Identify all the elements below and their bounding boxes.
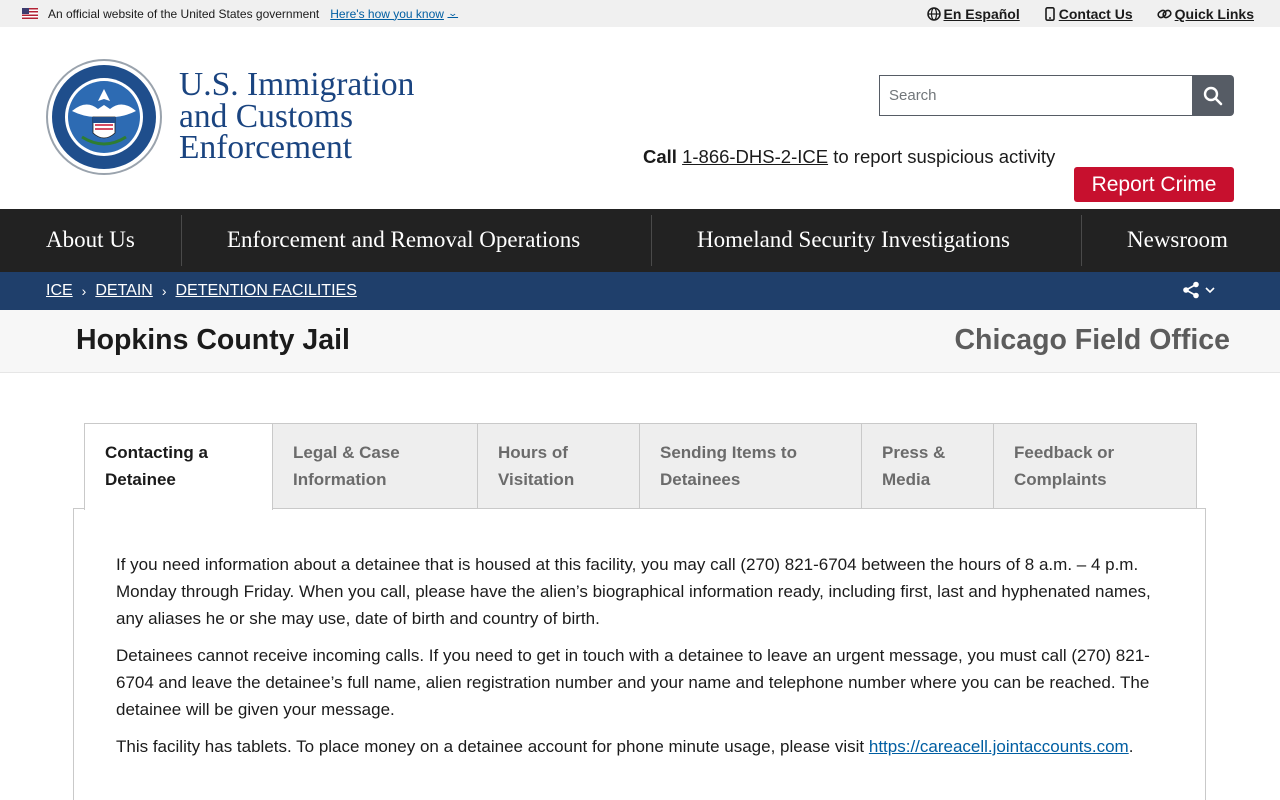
contact-us-label: Contact Us xyxy=(1058,5,1133,22)
tab-label: Hours of xyxy=(498,443,568,462)
agency-name[interactable] xyxy=(179,66,415,166)
tab-label: Legal & Case xyxy=(293,443,400,462)
tab-label: Feedback or xyxy=(1014,443,1115,462)
nav-enforcement-removal-operations[interactable]: Enforcement and Removal Operations xyxy=(227,227,581,252)
phone-icon xyxy=(1044,7,1056,21)
incoming-calls-paragraph: Detainees cannot receive incoming calls. If you need to get in touch with a detainee to leave an urgent message, you must call (270) 821-6704 and leave the detainee’s full name, alien registration number and your name and telephone number where you can be reached. The detainee will be given your message. xyxy=(116,646,1150,719)
tab-label: Detainee xyxy=(105,470,176,489)
page-title: Hopkins County Jail xyxy=(76,324,350,356)
breadcrumb-separator-icon: › xyxy=(81,283,87,299)
link-icon xyxy=(1157,7,1172,21)
how-you-know-label: Here's how you know xyxy=(330,6,444,21)
contact-us-link[interactable] xyxy=(1044,6,1133,22)
agency-name-line: and Customs xyxy=(179,97,354,135)
site-header xyxy=(0,27,1280,209)
facility-tabs xyxy=(84,423,1197,509)
globe-icon xyxy=(927,7,941,21)
tablets-paragraph xyxy=(116,733,1166,760)
main-nav xyxy=(0,209,1280,272)
how-you-know-link[interactable] xyxy=(330,6,459,21)
tab-feedback-complaints[interactable] xyxy=(993,423,1197,509)
tab-label: Media xyxy=(882,470,931,489)
report-rest-text: to report suspicious activity xyxy=(833,146,1056,167)
tab-label: Contacting a xyxy=(105,443,208,462)
quick-links-link[interactable] xyxy=(1157,6,1254,22)
tab-label: Press & xyxy=(882,443,946,462)
dhs-seal-logo[interactable] xyxy=(46,59,162,175)
nav-newsroom[interactable]: Newsroom xyxy=(1127,227,1228,252)
title-band xyxy=(0,310,1280,373)
tab-sending-items-to-detainees[interactable] xyxy=(639,423,862,509)
tab-label: Visitation xyxy=(498,470,575,489)
search-form xyxy=(879,75,1234,116)
chevron-down-icon: ⌄ xyxy=(447,8,459,18)
nav-divider xyxy=(651,215,652,266)
nav-divider xyxy=(1081,215,1082,266)
us-flag-icon xyxy=(22,8,38,19)
field-office-label: Chicago Field Office xyxy=(954,324,1230,356)
en-espanol-label: En Español xyxy=(943,5,1020,22)
search-icon xyxy=(1203,86,1223,106)
careacell-link[interactable]: https://careacell.jointaccounts.com xyxy=(868,737,1129,756)
breadcrumb-separator-icon: › xyxy=(161,283,167,299)
tablets-end: . xyxy=(1128,737,1134,756)
tab-label: Information xyxy=(293,470,387,489)
nav-divider xyxy=(181,215,182,266)
breadcrumb-detention-facilities[interactable]: DETENTION FACILITIES xyxy=(175,282,357,299)
tab-legal-case-information[interactable] xyxy=(272,423,478,509)
nav-homeland-security-investigations[interactable]: Homeland Security Investigations xyxy=(697,227,1010,252)
breadcrumb xyxy=(0,272,1280,310)
breadcrumb-ice[interactable]: ICE xyxy=(46,282,73,299)
contact-info-paragraph: If you need information about a detainee that is housed at this facility, you may call (270) 821-6704 between the hours of 8 a.m. – 4 p.m. Monday through Friday. When you call, please have the alien’s biographical information ready, including first, last and hyphenated names, any aliases he or she may use, date of birth and country of birth. xyxy=(116,555,1151,628)
en-espanol-link[interactable] xyxy=(927,6,1020,22)
tip-line-phone-link[interactable]: 1-866-DHS-2-ICE xyxy=(682,146,829,167)
share-button[interactable] xyxy=(1182,281,1215,299)
tab-hours-of-visitation[interactable] xyxy=(477,423,640,509)
report-call-text: Call xyxy=(643,146,677,167)
agency-name-line: Enforcement xyxy=(179,129,352,166)
share-icon xyxy=(1182,281,1200,299)
report-line xyxy=(643,146,1055,168)
official-website-text: An official website of the United States government xyxy=(48,6,320,21)
report-crime-button[interactable]: Report Crime xyxy=(1074,167,1234,202)
search-button[interactable] xyxy=(1192,75,1234,116)
tablets-text: This facility has tablets. To place money on a detainee account for phone minute usage, please visit xyxy=(116,737,869,756)
quick-links-label: Quick Links xyxy=(1174,5,1254,22)
tab-label: Complaints xyxy=(1014,470,1107,489)
tab-label: Detainees xyxy=(660,470,741,489)
utility-links xyxy=(927,0,1255,27)
tab-press-media[interactable] xyxy=(861,423,994,509)
tab-panel-contacting-a-detainee xyxy=(73,508,1206,800)
chevron-down-icon xyxy=(1205,286,1215,294)
tab-label: Sending Items to xyxy=(660,443,797,462)
search-input[interactable] xyxy=(879,75,1192,116)
tab-contacting-a-detainee[interactable] xyxy=(84,423,273,510)
agency-name-line: U.S. Immigration xyxy=(179,66,415,103)
gov-banner xyxy=(0,0,1280,27)
nav-about-us[interactable]: About Us xyxy=(46,227,135,252)
breadcrumb-detain[interactable]: DETAIN xyxy=(95,282,153,299)
